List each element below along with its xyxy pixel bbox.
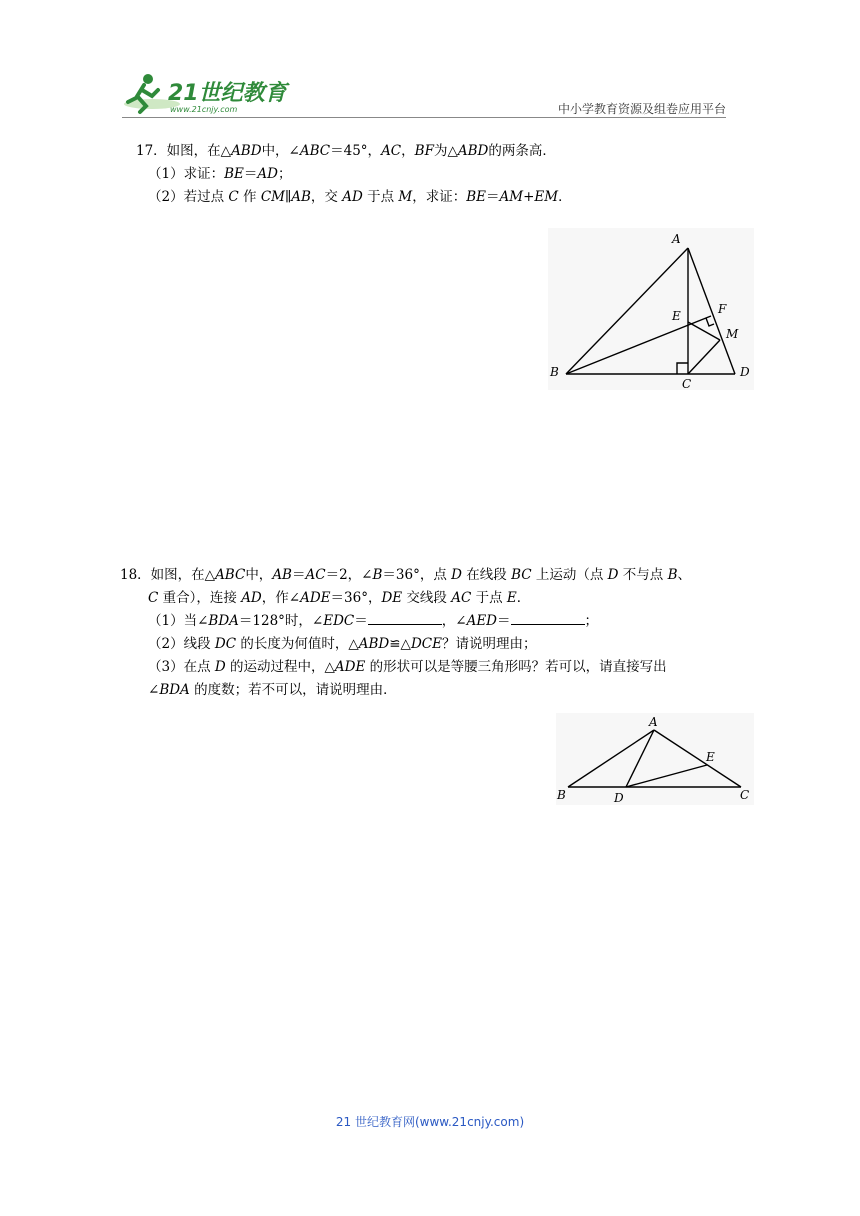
svg-text:21世纪教育: 21世纪教育 bbox=[168, 81, 287, 106]
label-M: M bbox=[726, 327, 739, 341]
label-C: C bbox=[740, 788, 750, 802]
header-divider bbox=[122, 117, 726, 118]
q18-line-2: C 重合），连接 AD，作∠ADE＝36°，DE 交线段 AC 于点 E． bbox=[148, 590, 531, 606]
question-17 bbox=[136, 140, 572, 209]
label-F: F bbox=[718, 302, 727, 316]
figure-18 bbox=[556, 713, 754, 805]
q18-line-4: （2）线段 DC 的长度为何值时，△ABD≌△DCE？请说明理由； bbox=[148, 636, 537, 652]
answer-blank-aed[interactable] bbox=[511, 612, 585, 625]
label-A: A bbox=[672, 232, 681, 246]
label-E: E bbox=[672, 309, 681, 323]
label-D: D bbox=[614, 791, 624, 805]
site-logo bbox=[122, 70, 292, 116]
q18-line-5: （3）在点 D 的运动过程中，△ADE 的形状可以是等腰三角形吗？若可以，请直接写出 bbox=[148, 659, 667, 675]
label-B: B bbox=[557, 788, 566, 802]
label-A: A bbox=[649, 715, 658, 729]
answer-blank-edc[interactable] bbox=[368, 612, 442, 625]
page-header bbox=[122, 70, 726, 118]
q17-line-3: （2）若过点 C 作 CM∥AB，交 AD 于点 M，求证：BE＝AM+EM． bbox=[148, 189, 572, 205]
footer-link[interactable]: 21 世纪教育网(www.21cnjy.com) bbox=[335, 1115, 525, 1129]
q18-line-6: ∠BDA 的度数；若不可以，请说明理由． bbox=[148, 682, 397, 698]
q18-line-3: （1）当∠BDA＝128°时，∠EDC＝ ，∠AED＝ ； bbox=[148, 613, 599, 629]
label-B: B bbox=[550, 365, 559, 379]
q18-line-1: 18．如图，在△ABC中，AB＝AC＝2，∠B＝36°，点 D 在线段 BC 上运动（点 D 不与点 B、 bbox=[120, 567, 692, 583]
q17-line-2: （1）求证：BE＝AD； bbox=[148, 166, 292, 182]
label-C: C bbox=[682, 377, 692, 390]
label-D: D bbox=[740, 365, 750, 379]
question-18 bbox=[120, 564, 691, 702]
platform-name: 中小学教育资源及组卷应用平台 bbox=[557, 102, 726, 116]
figure-17 bbox=[548, 228, 754, 390]
svg-text:www.21cnjy.com: www.21cnjy.com bbox=[170, 105, 238, 114]
label-E: E bbox=[706, 750, 715, 764]
q17-line-1: 17．如图，在△ABD中，∠ABC＝45°，AC，BF为△ABD的两条高． bbox=[136, 143, 556, 159]
